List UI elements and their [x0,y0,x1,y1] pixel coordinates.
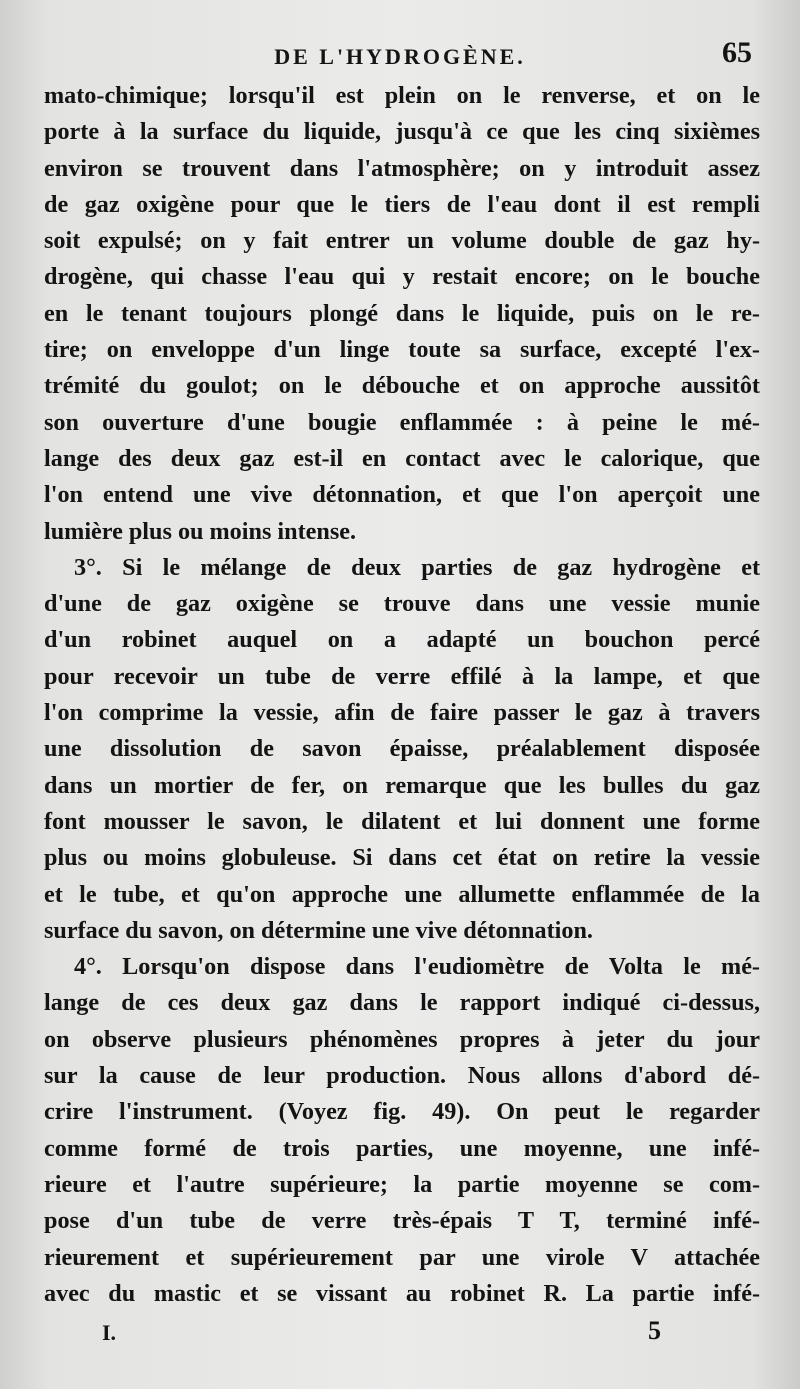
text-line: avec du mastic et se vissant au robinet R. La partie infé- [44,1279,760,1307]
text-line: font mousser le savon, le dilatent et lui donnent une forme [44,807,760,835]
text-line: d'un robinet auquel on a adapté un bouchon percé [44,626,760,654]
text-line: lumière plus ou moins intense. [44,517,357,545]
text-line: et le tube, et qu'on approche une allumette enflammée de la [44,880,760,908]
page-footer [40,1316,760,1356]
text-line: mato-chimique; lorsqu'il est plein on le renverse, et on le [44,82,760,109]
text-line: surface du savon, on détermine une vive détonnation. [44,916,593,944]
text-line: comme formé de trois parties, une moyenne, une infé- [44,1134,760,1162]
text-line: tire; on enveloppe d'un linge toute sa surface, excepté l'ex- [44,336,760,364]
text-line: sur la cause de leur production. Nous allons d'abord dé- [44,1062,760,1090]
paragraph-start-line: 3°. Si le mélange de deux parties de gaz hydrogène et [74,553,760,581]
text-line: son ouverture d'une bougie enflammée : à peine le mé- [44,408,760,436]
text-line: rieurement et supérieurement par une virole V attachée [44,1243,760,1271]
text-line: porte à la surface du liquide, jusqu'à ce que les cinq sixièmes [44,118,760,146]
text-line: soit expulsé; on y fait entrer un volume double de gaz hy- [44,227,760,255]
text-line: l'on comprime la vessie, afin de faire passer le gaz à travers [44,699,760,727]
text-line: drogène, qui chasse l'eau qui y restait encore; on le bouche [44,263,760,291]
text-line: lange de ces deux gaz dans le rapport indiqué ci-dessus, [44,989,760,1017]
text-line: crire l'instrument. (Voyez fig. 49). On peut le regarder [44,1098,760,1126]
paragraph-start-line: 4°. Lorsqu'on dispose dans l'eudiomètre de Volta le mé- [74,953,760,981]
running-title: DE L'HYDROGÈNE. [274,44,526,69]
text-line: rieure et l'autre supérieure; la partie moyenne se com- [44,1170,760,1198]
text-line: pour recevoir un tube de verre effilé à la lampe, et que [44,662,760,690]
text-line: pose d'un tube de verre très-épais T T, terminé infé- [44,1207,760,1235]
text-line: on observe plusieurs phénomènes propres à jeter du jour [44,1025,760,1053]
body-text [44,78,760,1312]
page-header [40,36,760,76]
text-line: d'une de gaz oxigène se trouve dans une vessie munie [44,590,760,618]
page-number: 65 [722,36,752,69]
text-line: lange des deux gaz est-il en contact avec le calorique, que [44,444,760,472]
text-line: environ se trouvent dans l'atmosphère; on y introduit assez [44,154,760,182]
text-line: l'on entend une vive détonnation, et que l'on aperçoit une [44,481,760,509]
sheet-number: 5 [648,1316,661,1345]
text-line: trémité du goulot; on le débouche et on approche aussitôt [44,372,760,400]
text-line: une dissolution de savon épaisse, préalablement disposée [44,735,760,763]
text-line: dans un mortier de fer, on remarque que les bulles du gaz [44,771,760,799]
text-line: en le tenant toujours plongé dans le liquide, puis on le re- [44,299,760,327]
text-line: plus ou moins globuleuse. Si dans cet état on retire la vessie [44,844,760,872]
text-line: de gaz oxigène pour que le tiers de l'eau dont il est rempli [44,190,760,218]
signature-mark: I. [102,1320,117,1345]
